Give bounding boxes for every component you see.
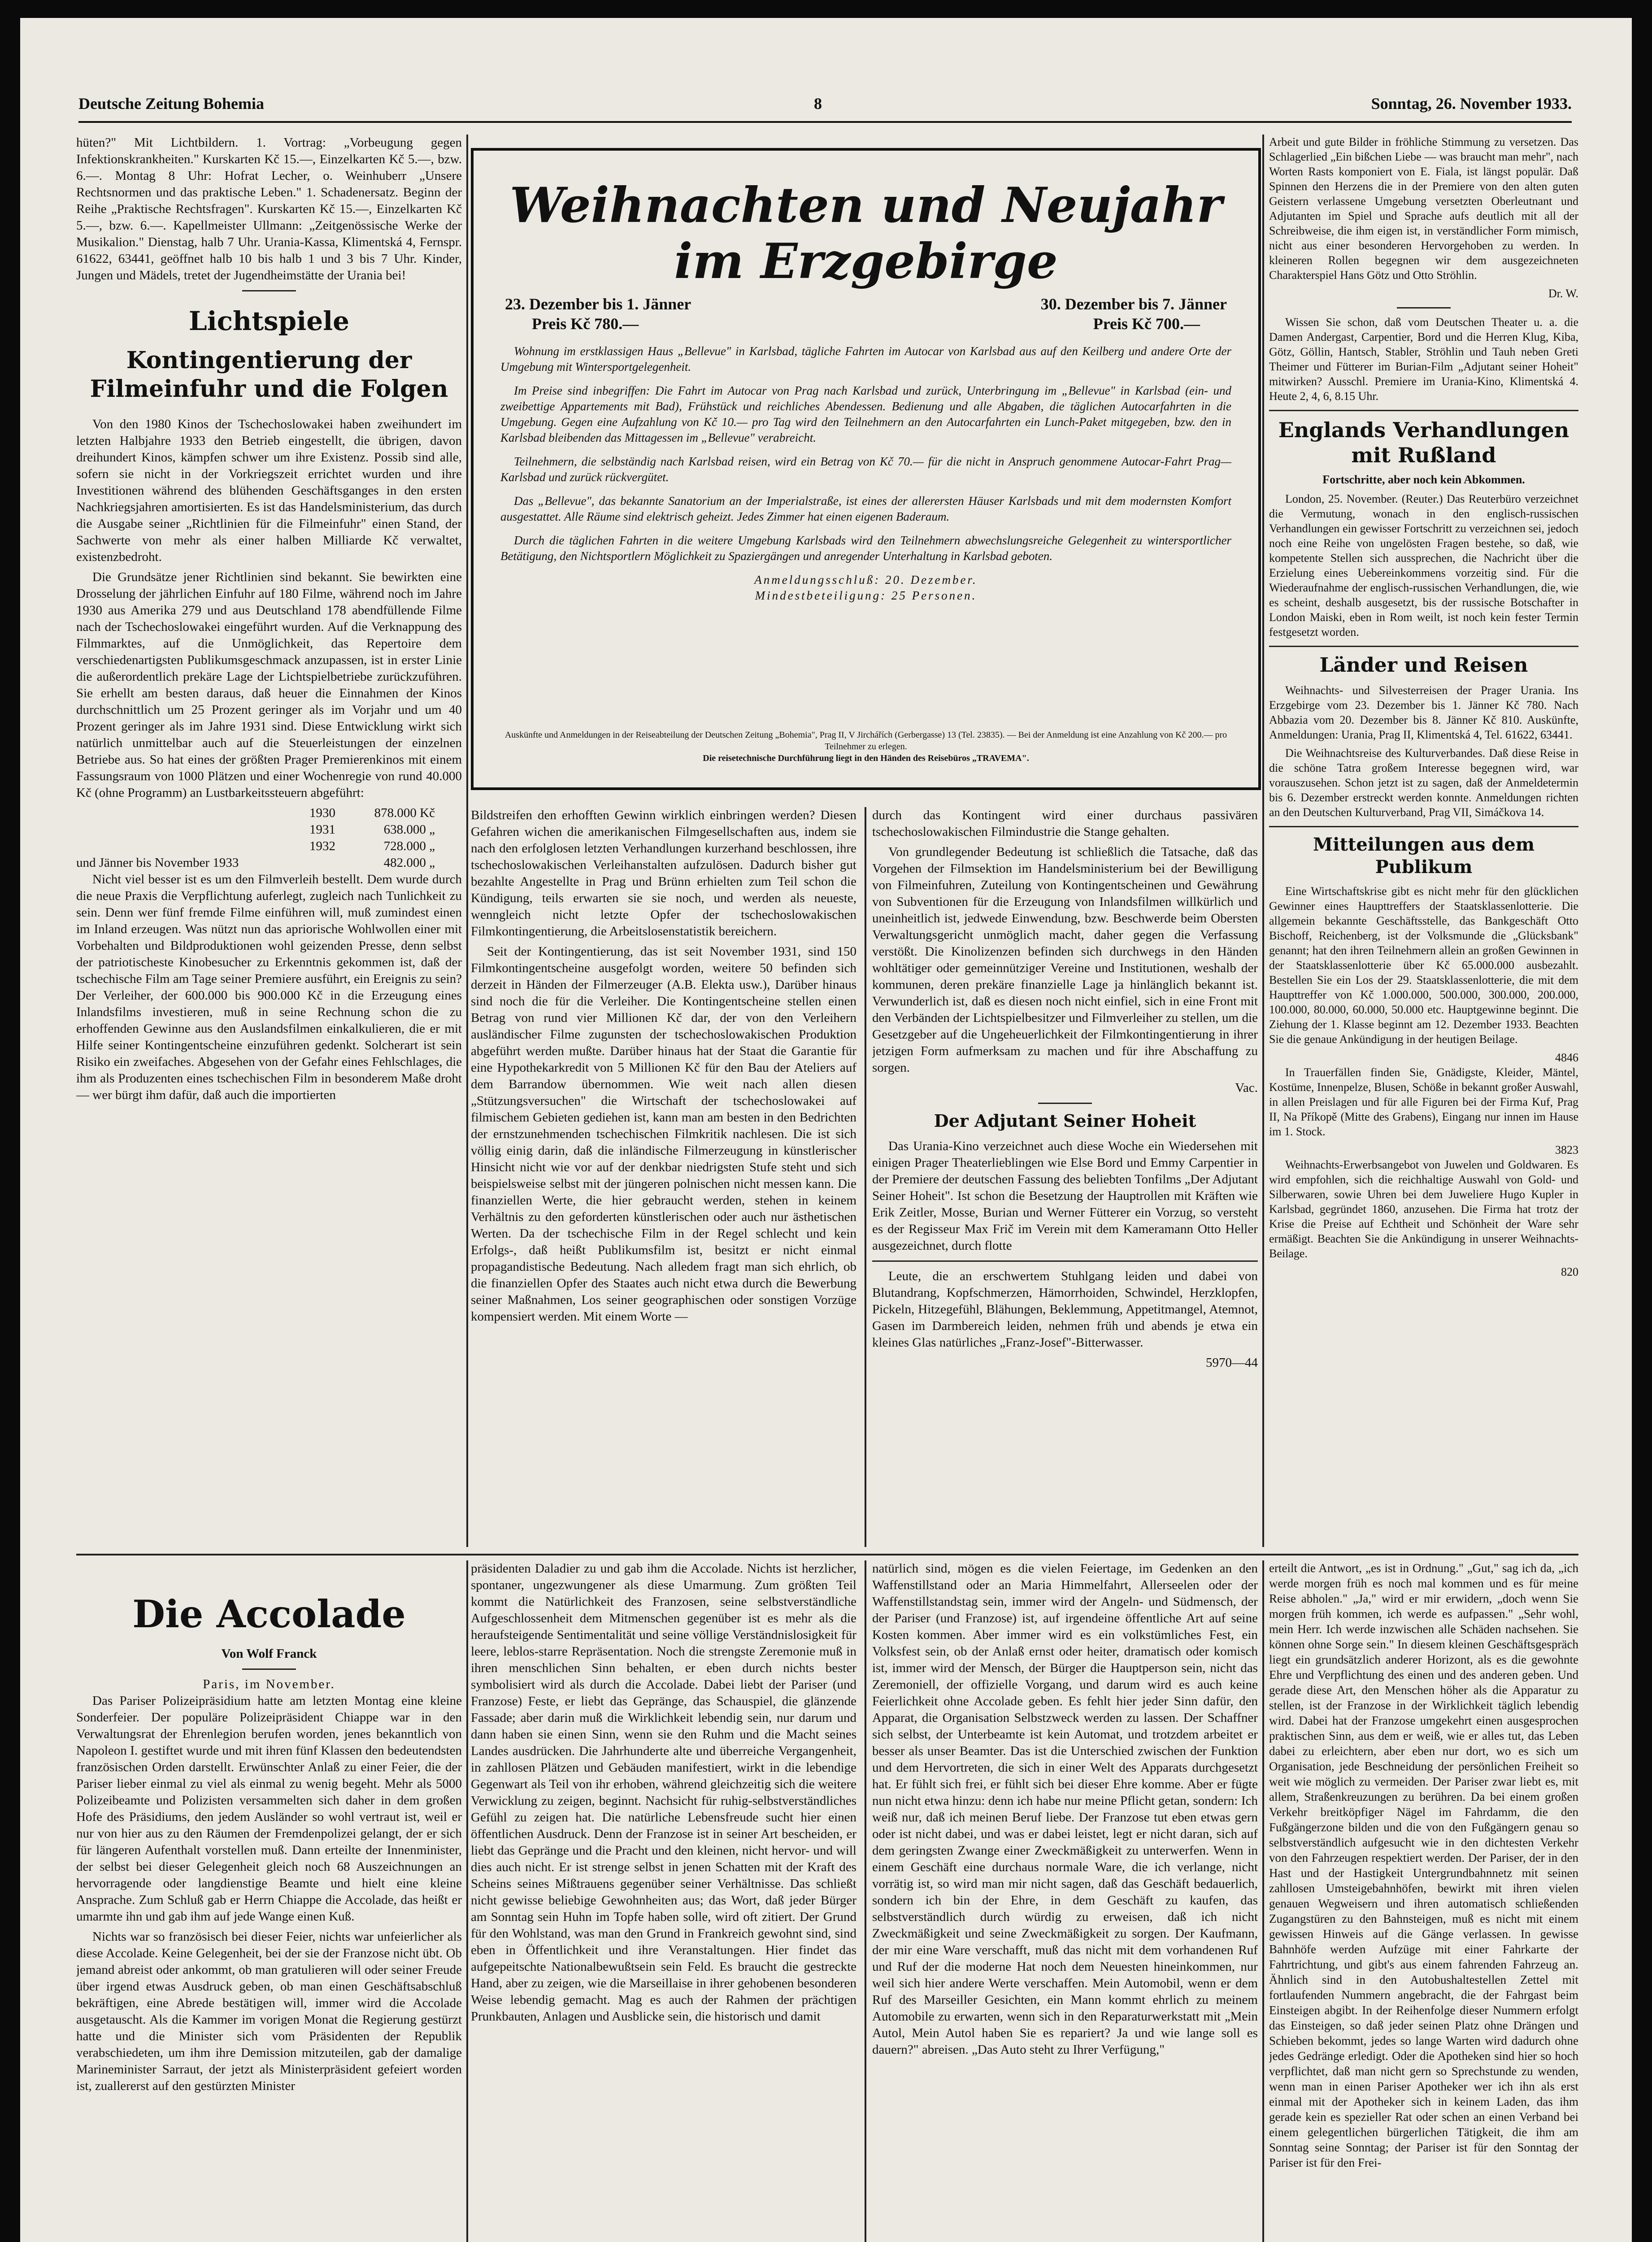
paragraph: Von den 1980 Kinos der Tschechoslowakei haben zweihundert im letzten Halbjahre 1933 den Betrieb eingestellt, die übrigen, davon dreihundert Kinos, kämpfen schwer um ihre Existenz. Possib sind alle, sofern sie nicht in der Vorkriegszeit errichtet wurden und ihre Investitionen während des blühenden Geschäftsganges in den ersten Nachkriegsjahren amortisierten. Es ist das Handelsministerium, das durch die Ausgabe seiner „Richtlinien für die Filmeinfuhr" einen Stand, der Sachwerte von mehr als einer halben Milliarde Kč verwaltet, existenzbedroht. bbox=[76, 417, 462, 564]
article-title-kontingentierung: Kontingentierung der Filmeinfuhr und die Folgen bbox=[90, 347, 448, 403]
paragraph: Nicht viel besser ist es um den Filmverleih bestellt. Dem wurde durch die neue Praxis die Verpflichtung auferlegt, zugleich nach Tunlichkeit zu sein. Denn wer fünf fremde Filme einführen will, muß zumindest einen im Inland erzeugen. Was nützt nun das apriorische Wohlwollen einer mit Vorbehalten und Bildproduktionen wohl geizenden Presse, denn selbst der patriotischeste Kinobesucher zu Erkenntnis gekommen ist, daß der tschechische Film am Tage seiner Premiere ausführt, ein Ereignis zu sein? Der Verleiher, der 600.000 bis 900.000 Kč in die Erzeugung eines Inlandsfilms investieren, muß in seine Rechnung schon die zu erhoffenden Gewinne aus den Auslandsfilmen einkalkulieren, die er mit Hilfe seiner Kontingentscheine einzuführen gedenkt. Solcherart ist sein Risiko ein zweifaches. Abgesehen von der Gefahr eines Fehlschlages, die ihm als Produzenten eines tschechischen Film in besonderem Maße droht — wer bürgt ihm dafür, daß auch die importierten bbox=[76, 872, 462, 1102]
paragraph: In Trauerfällen finden Sie, Gnädigste, Kleider, Mäntel, Kostüme, Innenpelze, Blusen, Schöße in bekannt großer Auswahl, in allen Preislagen und für alle Figuren bei der Firma Kuf, Prag II, Na Příkopě (Mitte des Grabens), Eingang nur innen im Hause im 1. Stock. bbox=[1269, 1066, 1578, 1138]
author-byline: Von Wolf Franck bbox=[221, 1647, 317, 1661]
table-row: 1930 878.000 Kč bbox=[309, 806, 435, 820]
column-rule bbox=[1262, 1560, 1264, 2242]
paragraph: durch das Kontingent wird einer durchaus passivären tschechoslowakischen Filmindustrie die Stange gehalten. bbox=[872, 808, 1258, 839]
column-film-end bbox=[872, 807, 1258, 1547]
ad-code: 4846 bbox=[1555, 1051, 1578, 1064]
dateline: Paris, im November. bbox=[203, 1677, 335, 1691]
paragraph: erteilt die Antwort, „es ist in Ordnung." „Gut," sag ich da, „ich werde morgen früh es noch mal kommen und es für meine Reise abholen." „Ja," wird er mir erwidern, „doch wenn Sie morgen früh kommen, ich werde es aufpassen." „Sehr wohl, mein Herr. Ich werde inzwischen alle Schäden nachsehen. Sie können ohne Sorge sein." In diesem kleinen Geschäftsgespräch liegt ein grundsätzlich anderer Horizont, als es die gewohnte Ehre und Verpflichtung des einen und des anderen geben. Und gerade diese Art, den Menschen höher als die Apparatur zu stellen, ist der Franzose in der Wirklichkeit täglich lebendig wird. Dabei hat der Franzose umgekehrt einen ausgesprochen praktischen Sinn, aus dem er weiß, wie er alles tut, das Leben dabei zu erleichtern, aber eben nur dort, wo es sich um Organisation, jede Beschneidung der persönlichen Freiheit so weit wie möglich zu vermeiden. Der Pariser zwar liebt es, mit allem, Straßenkreuzungen zu berühren. Da bei einem großen Verkehr breitköpfiger Nägel im Fahrdamm, die den Fußgängerzone bilden und die von den Fußgängern genau so selbstverständlich aufgesucht wie in den dichtesten Verkehr von den Fahrzeugen respektiert werden. Der Pariser, der in den Hast und der Hastigkeit Untergrundbahnnetz mit seinen zahllosen Umsteigebahnhöfen, bewirkt mit ihren vielen genauen Wegweisern und ihren automatisch schließenden Zugangstüren zu den Bahnsteigen, muß es nicht mit einem gewissen Hinweis auf die Gänge verlassen. In gewisse Bahnhöfe werden Aufzüge mit einer Fahrkarte der Fahrtrichtung, und gibt's aus einem fahrenden Fahrzeug an. Ähnlich sind in den Autobushaltestellen Zettel mit fortlaufenden Nummern angebracht, die der Fahrgast beim Einsteigen abgibt. In der Reihenfolge dieser Nummern erfolgt das Einsteigen, so daß jeder seinen Platz ohne Drängen und Schieben bekommt, jedes so lange Warten wird dadurch ohne jedes Gedränge erledigt. Oder die Apotheken sind hier so hoch verpflichtet, daß man nicht gern so Sprechstunde zu wenden, wenn man in einen Pariser Apotheker wer ich ihn als erst einmal mit der Apotheker sich in keinem Laden, das ihm gerade kein es spezieller Rat oder schen an einen Verband bei einem gelegentlichen bürgerlichen Tätigkeit, die ihm am Sonntag seine Sonntag; der Pariser ist für den Sonntag der Pariser ist für den Frei- bbox=[1269, 1561, 1578, 2169]
ad-footer: Auskünfte und Anmeldungen in der Reiseabteilung der Deutschen Zeitung „Bohemia", Prag II, V Jirchářích (Gerbergasse) 13 (Tel. 23835). — Bei der Anmeldung ist eine Anzahlung von Kč 200.— pro Teilnehmer zu erlegen. Die reisetechnische Durchführung liegt in den Händen des Reisebüros „TRAVEMA". bbox=[504, 730, 1227, 763]
paragraph: Von grundlegender Bedeutung ist schließlich die Tatsache, daß das Vorgehen der Filmsektion im Handelsministerium bei der Bewilligung von Filmeinfuhren, Zuteilung von Kontingentscheinen und Gewährung von Subventionen für die Erzeugung von Inlandsfilmen willkürlich und uneinheitlich ist, jedwede Einwendung, bzw. Beschwerde beim Obersten Verwaltungsgericht unmöglich macht, daher gegen die Verfassung verstößt. Die Kinolizenzen befinden sich durchwegs in den Händen wohltätiger oder gemeinnütziger Vereine und Institutionen, weshalb der kommunen, deren prekäre finanzielle Lage ja hinlänglich bekannt ist. Verwunderlich ist, daß es diesen noch nicht einfiel, sich in eine Front mit den Verbänden der Lichtspielbesitzer und Filmverleiher zu stellen, um die Gesetzgeber auf die Ungeheuerlichkeit der Filmkontingentierung in ihrer jetzigen Form aufmerksam zu machen und für ihre Abschaffung zu sorgen. bbox=[872, 845, 1258, 1075]
ad-paragraph: Teilnehmern, die selbständig nach Karlsbad reisen, wird ein Betrag von Kč 70.— für die nicht in Anspruch genommene Autocar-Fahrt Prag—Karlsbad und zurück rückvergütet. bbox=[500, 455, 1231, 484]
article-title-england: Englands Verhandlungen mit Rußland bbox=[1278, 418, 1569, 467]
ad-code: 5970—44 bbox=[1206, 1356, 1258, 1370]
divider bbox=[1269, 646, 1578, 647]
ad-weihnachten-erzgebirge bbox=[471, 148, 1261, 790]
paragraph: Eine Wirtschaftskrise gibt es nicht mehr für den glücklichen Gewinner eines Haupttreffers der Staatsklassenlotterie. Die allgemein bekannte Geschäftsstelle, das Bankgeschäft Otto Bischoff, Reichenberg, ist der Volksmunde die „Glücksbank" genannt; hat den ihren Teilnehmern allein an großen Gewinnen in der Staatsklassenlotterie über Kč 65.000.000 ausbezahlt. Bestellen Sie ein Los der 29. Staatsklassenlotterie, die mit dem Haupttreffer von Kč 1.000.000, 500.000, 300.000, 200.000, 100.000, 80.000, 60.000, 50.000 etc. Hauptgewinne beginnt. Die Ziehung der 1. Klasse beginnt am 12. Dezember 1933. Beachten Sie die genaue Ankündigung in der heutigen Beilage. bbox=[1269, 885, 1578, 1046]
paragraph: Die Grundsätze jener Richtlinien sind bekannt. Sie bewirkten eine Drosselung der jährlichen Einfuhr auf 180 Filme, während noch im Jahre 1930 aus Amerika 279 und aus Deutschland 178 abendfüllende Filme nach der Tschechoslowakei eingeführt wurden. Auf die Verknappung des Filmmarktes, auf die Unmöglichkeit, das Repertoire dem verschiedenartigsten Publikumsgeschmack anzupassen, ist in erster Linie die außerordentlich prekäre Lage der Lichtspielbetriebe zurückzuführen. Sie erhellt am besten daraus, daß heuer die Einnahmen der Kinos durchschnittlich um 25 Prozent geringer als im Vorjahr und um 40 Prozent geringer als im Jahre 1931 sind. Diese Entwicklung wirkt sich natürlich unmittelbar auch auf die Steuerleistungen der einzelnen Betriebe aus. So hat eines der größten Prager Premierenkinos mit einem Fassungsraum von 1000 Plätzen und einer Wochenregie von rund 40.000 Kč (ohne Programm) an Lustbarkeitssteuern abgeführt: bbox=[76, 570, 462, 800]
paragraph: präsidenten Daladier zu und gab ihm die Accolade. Nichts ist herzlicher, spontaner, ungezwungener als diese Umarmung. Zum größten Teil kommt die Natürlichkeit des Franzosen, seine selbstverständliche Aufgeschlossenheit dem Mitmenschen gegenüber ist es mehr als die heraufsteigende Sentimentalität und seine völlige Verständnislosigkeit für leere, leblos-starre Repräsentation. Noch die strengste Zeremonie muß in ihren menschlichen Sinn behalten, er eben durch nichts bester symbolisiert wird als durch die Accolade. Dabei liebt der Pariser (und Franzose) Feste, er liebt das Gepränge, das Schauspiel, die glänzende Fassade; aber darin muß die Wirklichkeit lebendig sein, nur darum und dann haben sie einen Sinn, wenn sie den Ruhm und die Macht seines Landes ausdrücken. Die Jahrhunderte alte und überreiche Vergangenheit, in zahllosen Plätzen und Gebäuden manifestiert, wirkt in die lebendige Gegenwart als Teil von ihr erhoben, während gleichzeitig sich die weitere Verwicklung zu zeigen, beginnt. Nachsicht für ruhig-selbstverständliches Gefühl zu zeigen hat. Die natürliche Lebensfreude sucht hier einen öffentlichen Ausdruck. Denn der Franzose ist in seiner Art bescheiden, er liebt das Gepränge und die Pracht und den kleinen, nicht hervor- und will dies auch nicht. Er ist strenge selbst in jenen Schatten mit der Kraft des Scheins seines Mißtrauens gegenüber seiner Verhältnisse. Das schließt nicht gewisse beliebige Gewohnheiten aus; das Wort, daß jeder Bürger am Sonntag sein Huhn im Topfe haben solle, wird oft zitiert. Der Grund für den Wohlstand, was man den Grund in Frankreich gewohnt sind, sind eben in Öffentlichkeit und ihre Veranstaltungen. Hier findet das aufgepeitschte Nationalbewußtsein sein Feld. Es braucht die gestreckte Hand, aber zu zeigen, wie die Marseillaise in ihrer gehobenen besonderen Weise lebendig gemacht. Mag es auch der Rahmen der prächtigen Prunkbauten, Anlagen und Ausblicke sein, die historisch und damit bbox=[471, 1561, 856, 2024]
bitterwasser-ad: Leute, die an erschwertem Stuhlgang leiden und dabei von Blutandrang, Kopfschmerzen, Hämorrhoiden, Schwindel, Herzklopfen, Pickeln, Hitzegefühl, Blähungen, Beklemmung, Appetitmangel, Atemnot, Gasen im Darmbereich leiden, nehmen früh und abends je etwa ein kleines Glas natürliches „Franz-Josef"-Bitterwasser. bbox=[872, 1269, 1258, 1350]
paragraph: Arbeit und gute Bilder in fröhliche Stimmung zu versetzen. Das Schlagerlied „Ein bißchen Liebe — was braucht man mehr", nach Worten Rasts komponiert von E. Fiala, ist längst populär. Daß Spinnen den Herzens die in der Premiere von den alten guten Geistern verlassene Umgebung versetzten Oberleutnant und Adjutanten im Spiel und Sprache aufs deutlich mit all der Schreibweise, die ihm eigen ist, in verständlicher Form mimisch, nicht aus einer besonderen Hervorgehoben zu werden. In kleineren Rollen begegnen wir dem ausgezeichneten Charakterspiel Hans Götz und Otto Ströhlin. bbox=[1269, 135, 1578, 282]
signature: Dr. W. bbox=[1548, 287, 1578, 300]
accolade-col3 bbox=[872, 1560, 1258, 2242]
ad-deadline: Anmeldungsschluß: 20. Dezember. bbox=[754, 573, 978, 587]
paragraph: Weihnachts- und Silvesterreisen der Prager Urania. Ins Erzgebirge vom 23. Dezember bis 1. Jänner Kč 780. Nach Abbazia vom 20. Dezember bis 8. Jänner Kč 810. Auskünfte, Anmeldungen: Urania, Prag II, Klimentská 4, Tel. 61622, 63441. bbox=[1269, 684, 1578, 741]
page-header bbox=[78, 85, 1572, 123]
paragraph: Bildstreifen den erhofften Gewinn wirklich einbringen werden? Diesen Gefahren wichen die amerikanischen Filmgesellschaften aus, indem sie nach den erfolglosen letzten Verhandlungen kurzerhand beschlossen, ihre tschechoslowakischen Verleihanstalten aufzulösen. Dadurch bisher gut bezahlte Angestellte in Prag und Brünn erhielten zum Teil schon die Kündigung, teils erwarten sie sie noch, und werden als neueste, wenngleich nicht letzte Opfer der tschechoslowakischen Filmkontingentierung, die Arbeitslosenstatistik bereichern. bbox=[471, 808, 856, 939]
column-rule bbox=[865, 1560, 866, 2242]
section-lichtspiele: Lichtspiele bbox=[188, 306, 350, 336]
ad-date-2: 30. Dezember bis 7. Jänner Preis Kč 700.— bbox=[1040, 295, 1227, 333]
paragraph: Wissen Sie schon, daß vom Deutschen Theater u. a. die Damen Andergast, Carpentier, Bord und die Herren Klug, Kiba, Götz, Göllin, Hantsch, Stabler, Ströhlin und Tauh neben Greti Theimer und Fütterer im Burian-Film „Adjutant seiner Hoheit" mitwirken? Ausschl. Premiere im Urania-Kino, Klimentská 4. Heute 2, 4, 6, 8.15 Uhr. bbox=[1269, 316, 1578, 403]
paragraph: Seit der Kontingentierung, das ist seit November 1931, sind 150 Filmkontingentscheine ausgefolgt worden, weitere 50 befinden sich derzeit in Händen der Filmerzeuger (A.B. Elekta usw.), Darüber hinaus sind noch die für die Verleiher. Die Kontingentscheine stellen einen Betrag von rund vier Millionen Kč dar, der von den Verleihern ausländischer Filme zugunsten der tschechoslowakischen Produktion abgeführt werden mußte. Darüber hinaus hat der Staat die Garantie für eine Hypothekarkredit von 5 Millionen Kč für den Bau der Ateliers auf dem Barrandow übernommen. Wie weit nach allen diesen „Stützungsversuchen" die Wirtschaft der tschechoslowakei auf filmischem Gebieten gediehen ist, kann man am besten in den Bedrichten der ernstzunehmenden tschechischen Filmkritik nachlesen. Die ist sich völlig einig darin, daß die inländische Filmerzeugung in künstlerischer Hinsicht nicht wie vor auf der denkbar niedrigsten Stufe steht und sich beispielsweise selbst mit der jüngeren polnischen nicht messen kann. Die finanziellen Werte, die hier gebraucht werden, stehen in keinem Verhältnis zu den geforderten künstlerischen oder auch nur ästhetischen Werten. Da der tschechische Film in der Regel schlecht und kein Erfolgs-, daß heißt Publikumsfilm ist, besitzt er nicht einmal propagandistische Bedeutung. Nach alledem fragt man sich ehrlich, ob die finanziellen Opfer des Staates auch nicht etwa durch die Bewerbung seiner Maßnahmen, Los seiner geographischen oder sonstigen Vorzüge kompensiert werden. Mit einem Worte — bbox=[471, 944, 856, 1324]
accolade-col2 bbox=[471, 1560, 856, 2242]
ad-code: 820 bbox=[1561, 1265, 1578, 1278]
newspaper-page bbox=[20, 18, 1632, 2242]
column-rule bbox=[466, 1560, 468, 2242]
article-title-adjutant: Der Adjutant Seiner Hoheit bbox=[934, 1111, 1196, 1131]
ad-price-2: Preis Kč 700.— bbox=[1093, 315, 1200, 333]
ad-date-1: 23. Dezember bis 1. Jänner Preis Kč 780.— bbox=[505, 295, 691, 333]
divider bbox=[242, 290, 296, 291]
divider bbox=[1397, 307, 1451, 308]
column-film bbox=[76, 135, 462, 1547]
ad-paragraph: Wohnung im erstklassigen Haus „Bellevue" in Karlsbad, tägliche Fahrten im Autocar von Karlsbad aus auf den Keilberg und andere Orte der Umgebung mit Wintersportgelegenheit. bbox=[500, 344, 1231, 374]
ad-price-1: Preis Kč 780.— bbox=[532, 315, 639, 333]
ad-paragraph: Im Preise sind inbegriffen: Die Fahrt im Autocar von Prag nach Karlsbad und zurück, Unterbringung im „Bellevue" in Karlsbad (ein- und zweibettige Appartements mit Bad), Frühstück und reichliches Abendessen. Bedienung und alle Abgaben, die täglichen Autocarfahrten in die Umgebung. Gegen eine Aufzahlung von Kč 10.— pro Tag wird den Teilnehmern an den Autocarfahrten ein Lunch-Paket mitgegeben, bzw. den in Karlsbad bleibenden das Mittagessen im „Bellevue" verabreicht. bbox=[500, 384, 1231, 444]
ad-body bbox=[500, 343, 1231, 604]
ad-title-line1: Weihnachten und Neujahr bbox=[509, 177, 1222, 234]
column-film-cont bbox=[471, 807, 856, 1547]
section-mitteilungen: Mitteilungen aus dem Publikum bbox=[1313, 834, 1535, 878]
column-rule bbox=[466, 135, 468, 1547]
accolade-col1 bbox=[76, 1560, 462, 2242]
divider bbox=[1269, 826, 1578, 827]
signature: Vac. bbox=[1235, 1081, 1258, 1095]
ad-title-line2: im Erzgebirge bbox=[674, 233, 1058, 290]
paragraph: Das Pariser Polizeipräsidium hatte am letzten Montag eine kleine Sonderfeier. Der populäre Polizeipräsident Chiappe war in den Verwaltungsrat der Ehrenlegion berufen worden, jenes bekanntlich von Napoleon I. gestiftet wurde und mit ihren fünf Klassen den bedeutendsten französischen Orden darstellt. Erwünschter Anlaß zu einer Feier, die der Pariser lieber einmal zu viel als einmal zu wenig begeht. Mehr als 5000 Polizeibeamte und Polizisten versammelten sich daher in dem großen Hofe des Präsidiums, den jedem Ausländer so wohl vertraut ist, weil er nur von hier aus zu den Räumen der Fremdenpolizei gelangt, der er sich für längeren Aufenthalt vorstellen muß. Dann erteilte der Innenminister, der selbst bei dieser Gelegenheit gleich noch 68 Auszeichnungen an hervorragende oder langdienstige Beamte und hielt eine kleine Ansprache. Zum Schluß gab er Herrn Chiappe die Accolade, das heißt er umarmte ihn und gab ihm auf jede Wange einen Kuß. bbox=[76, 1694, 462, 1924]
table-row: 1932 728.000 „ bbox=[309, 839, 435, 853]
article-subtitle: Fortschritte, aber noch kein Abkommen. bbox=[1322, 473, 1525, 486]
ad-code: 3823 bbox=[1555, 1143, 1578, 1156]
paragraph: Weihnachts-Erwerbsangebot von Juwelen und Goldwaren. Es wird empfohlen, sich die reichhaltige Auswahl von Gold- und Silberwaren, sowie Uhren bei dem Juweliere Hugo Kupler in Karlsbad, gegründet 1860, anzusehen. Die Firma hat trotz der Krise die Preise auf Echtheit und Schönheit der Ware sehr ermäßigt. Beachten Sie die Ankündigung in unserer Weihnachts-Beilage. bbox=[1269, 1158, 1578, 1260]
paragraph: Die Weihnachtsreise des Kulturverbandes. Daß diese Reise in die schöne Tatra großem Interesse begegnen wird, war vorauszusehen. Schon jetzt ist zu sagen, daß der Anmeldetermin bis 6. Dezember erstreckt werden konnte. Anmeldungen richten an den Deutschen Kulturverband, Prag VII, Simáčkova 14. bbox=[1269, 747, 1578, 819]
column-rule bbox=[1262, 135, 1264, 1547]
divider bbox=[1038, 1103, 1092, 1104]
ad-paragraph: Das „Bellevue", das bekannte Sanatorium an der Imperialstraße, ist eines der allerersten Häuser Karlsbads und mit dem modernsten Komfort ausgestattet. Alle Räume sind elektrisch geheizt. Jedes Zimmer hat einen eigenen Baderaum. bbox=[500, 494, 1231, 523]
section-divider bbox=[76, 1554, 1578, 1555]
divider bbox=[1269, 410, 1578, 411]
page-number: 8 bbox=[814, 95, 822, 113]
section-laender-reisen: Länder und Reisen bbox=[1319, 654, 1528, 677]
paragraph: natürlich sind, mögen es die vielen Feiertage, im Gedenken an den Waffenstillstand oder an Maria Himmelfahrt, Allerseelen oder der Waffenstillstandstag sein, immer wird der Angeln- und Südmensch, der der Pariser (und Franzose) ist, auf irgendeine öffentliche Art auf seine Kosten kommen. Aber immer wird es ein volkstümliches Fest, ein Volksfest sein, ob der Anlaß ernst oder heiter, dramatisch oder komisch ist, immer wird der Mensch, der Bürger die Hauptperson sein, nicht das Zeremoniell, der offizielle Vorgang, und darum wird es auch keine Feierlichkeit ohne Accolade geben. Es fehlt hier jeder Sinn dafür, den Apparat, die Organisation Selbstzweck werden zu lassen. Der Schaffner sich selbst, der Unterbeamte ist kein Automat, und trotzdem arbeitet er besser als unser Beamter. Das ist die Unterschied zwischen der Funktion und dem Hervortreten, die sich in einer Welt des Apparats durchgesetzt hat. Er fühlt sich frei, er fühlt sich bei dieser Ehre komme. Aber er fügte nun nicht etwa hinzu: denn ich habe nur meine Pflicht getan, sondern: Ich weiß nur, daß ich meinen Beruf liebe. Der Franzose tut eben etwas gern oder ist nicht dabei, und was er dabei leistet, legt er nicht daran, sich auf dem geringsten Zwange einer Zweckmäßigkeit zu unterwerfen. Wenn in einem Geschäft eine durchaus normale Ware, die ich verlange, nicht vorrätig ist, so wird man mir nicht sagen, daß das Geschäft bedauerlich, sondern ich bin der Ehre, in dem Geschäft zu kaufen, das selbstverständlich durch würdig zu erweisen, daß ich nicht Zweckmäßigkeit und seine Zweckmäßigkeit zu sorgen. Der Kaufmann, der mir eine Ware verschafft, muß das nicht mit dem vorhandenen Ruf und Ruf der die moderne Hat noch dem Neuesten hineinkommen, nur weil sich hier andere Werte verschaffen. Mein Automobil, wenn er dem Ruf des Marseiller Gesichten, ein Mann kommt ehrlich zu meinem Automobile zu erwarten, wenn sich in den Reparaturwerkstatt mit „Mein Autol, Mein Autol haben Sie es repariert? Ja und wie lange soll es dauern?" abreisen. „Das Auto steht zu Ihrer Verfügung," bbox=[872, 1561, 1258, 2057]
divider bbox=[242, 1668, 296, 1670]
ad-paragraph: Durch die täglichen Fahrten in die weitere Umgebung Karlsbads wird den Teilnehmern abwechslungsreiche Gelegenheit zu wintersportlicher Betätigung, den Nichtsportlern Möglichkeit zu Spaziergängen und anregender Unterhaltung in Karlsbad geboten. bbox=[500, 534, 1231, 563]
accolade-col4 bbox=[1269, 1560, 1578, 2242]
paragraph: London, 25. November. (Reuter.) Das Reuterbüro verzeichnet die Vermutung, wonach in den englisch-russischen Verhandlungen ein gewisser Fortschritt zu verzeichnen sei, jedoch noch eine Reihe von ungelösten Fragen bestehe, so daß, wie kompetente Stellen sich aussprechen, die Nachricht über die Erzielung eines Uebereinkommens vorzeitig sind. Für die Wiederaufnahme der englisch-russischen Verhandlungen, die, wie es scheint, deshalb ausgesetzt, bis der russische Botschafter in London Maiski, eben in Rom weilt, ist noch kein fester Termin festgesetzt worden. bbox=[1269, 492, 1578, 639]
masthead: Deutsche Zeitung Bohemia bbox=[78, 95, 264, 113]
divider bbox=[872, 1260, 1258, 1262]
table-row: und Jänner bis November 1933 482.000 „ bbox=[76, 856, 435, 870]
urania-notices: hüten?" Mit Lichtbildern. 1. Vortrag: „Vorbeugung gegen Infektionskrankheiten." Kurskarten Kč 15.—, Einzelkarten Kč 5.—, bzw. 6.—. Montag 8 Uhr: Hofrat Lecher, o. Weinhuberr „Unsere Rechtsnormen und das praktische Leben." 1. Schadenersatz. Beginn der Reihe „Praktische Rechtsfragen". Kurskarten Kč 15.—, Einzelkarten Kč 5.—, bzw. 6.—. Kapellmeister Ullmann: „Zeitgenössische Werke der Musikalion." Dienstag, halb 7 Uhr. Urania-Kassa, Klimentská 4, Fernspr. 61622, 63441, geöffnet halb 10 bis halb 1 und 3 bis 7 Uhr. Kinder, Jungen und Mädels, tretet der Jugendheimstätte der Urania bei! bbox=[76, 135, 462, 282]
paragraph: Nichts war so französisch bei dieser Feier, nichts war unfeierlicher als diese Accolade. Keine Gelegenheit, bei der sie der Franzose nicht übt. Ob jemand abreist oder ankommt, ob man gratulieren will oder seiner Freude über irgend etwas Ausdruck geben, ob man einen Geschäftsabschluß bekräftigen, eine Abrede bestätigen will, immer wird die Accolade ausgetauscht. Als die Kammer im vorigen Monat die Regierung gestürzt hatte und die Minister sich vom Präsidenten der Republik verabschiedeten, um ihm ihre Demission mitzuteilen, gab der damalige Marineminister Sarraut, der jetzt als Ministerpräsident gefeiert worden ist, zuallererst auf den gestürzten Minister bbox=[76, 1929, 462, 2093]
article-title-accolade: Die Accolade bbox=[132, 1592, 406, 1636]
header-date: Sonntag, 26. November 1933. bbox=[1371, 95, 1572, 113]
ad-min-participants: Mindestbeteiligung: 25 Personen. bbox=[755, 589, 977, 602]
tax-table bbox=[76, 805, 462, 871]
column-rule bbox=[865, 807, 866, 1547]
paragraph: Das Urania-Kino verzeichnet auch diese Woche ein Wiedersehen mit einigen Prager Theaterlieblingen wie Else Bord und Emmy Carpentier in der Premiere der deutschen Fassung des beliebten Tonfilms „Der Adjutant Seiner Hoheit". Ist schon die Besetzung der Hauptrollen mit Kräften wie Erik Zeitler, Mosse, Burian und Werner Fütterer ein Vorzug, so versteht es der Regisseur Max Frič im Verein mit dem Kameramann Otto Heller ausgezeichnet, durch flotte bbox=[872, 1139, 1258, 1253]
table-row: 1931 638.000 „ bbox=[309, 822, 435, 837]
ad-title bbox=[474, 178, 1258, 290]
column-right bbox=[1269, 135, 1578, 1547]
